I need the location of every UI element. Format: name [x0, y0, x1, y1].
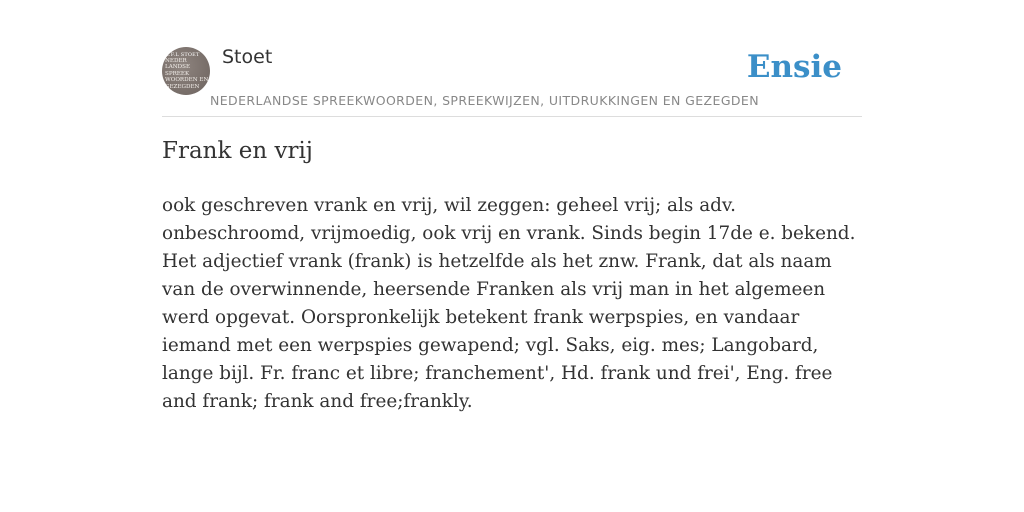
entry-title: Frank en vrij [162, 138, 313, 164]
source-subtitle: NEDERLANDSE SPREEKWOORDEN, SPREEKWIJZEN, UITDRUKKINGEN EN GEZEGDEN [210, 93, 759, 108]
source-header [162, 40, 862, 117]
brand-logo[interactable]: Ensie [746, 49, 842, 85]
avatar-top-text: K.F.L STOET [165, 52, 200, 58]
source-name-link[interactable]: Stoet [222, 46, 273, 68]
entry-definition: ook geschreven vrank en vrij, wil zeggen: geheel vrij; als adv. onbeschroomd, vrijmoedig, ook vrij en vrank. Sinds begin 17de e. bekend. Het adjectief vrank (frank) is hetzelfde als het znw. Frank, dat als naam van de overwinnende, heersende Franken als vrij man in het algemeen werd opgevat. Oorspronkelijk betekent frank werpspies, en vandaar iemand met een werpspies gewapend; vgl. Saks, eig. mes; Langobard, lange bijl. Fr. franc et libre; franchement', Hd. frank und frei', Eng. free and frank; frank and free;frankly. [162, 195, 856, 412]
source-avatar[interactable] [162, 47, 210, 95]
avatar-book-title: NEDER LANDSE SPREEK WOORDEN EN GEZEGDEN [165, 58, 209, 90]
